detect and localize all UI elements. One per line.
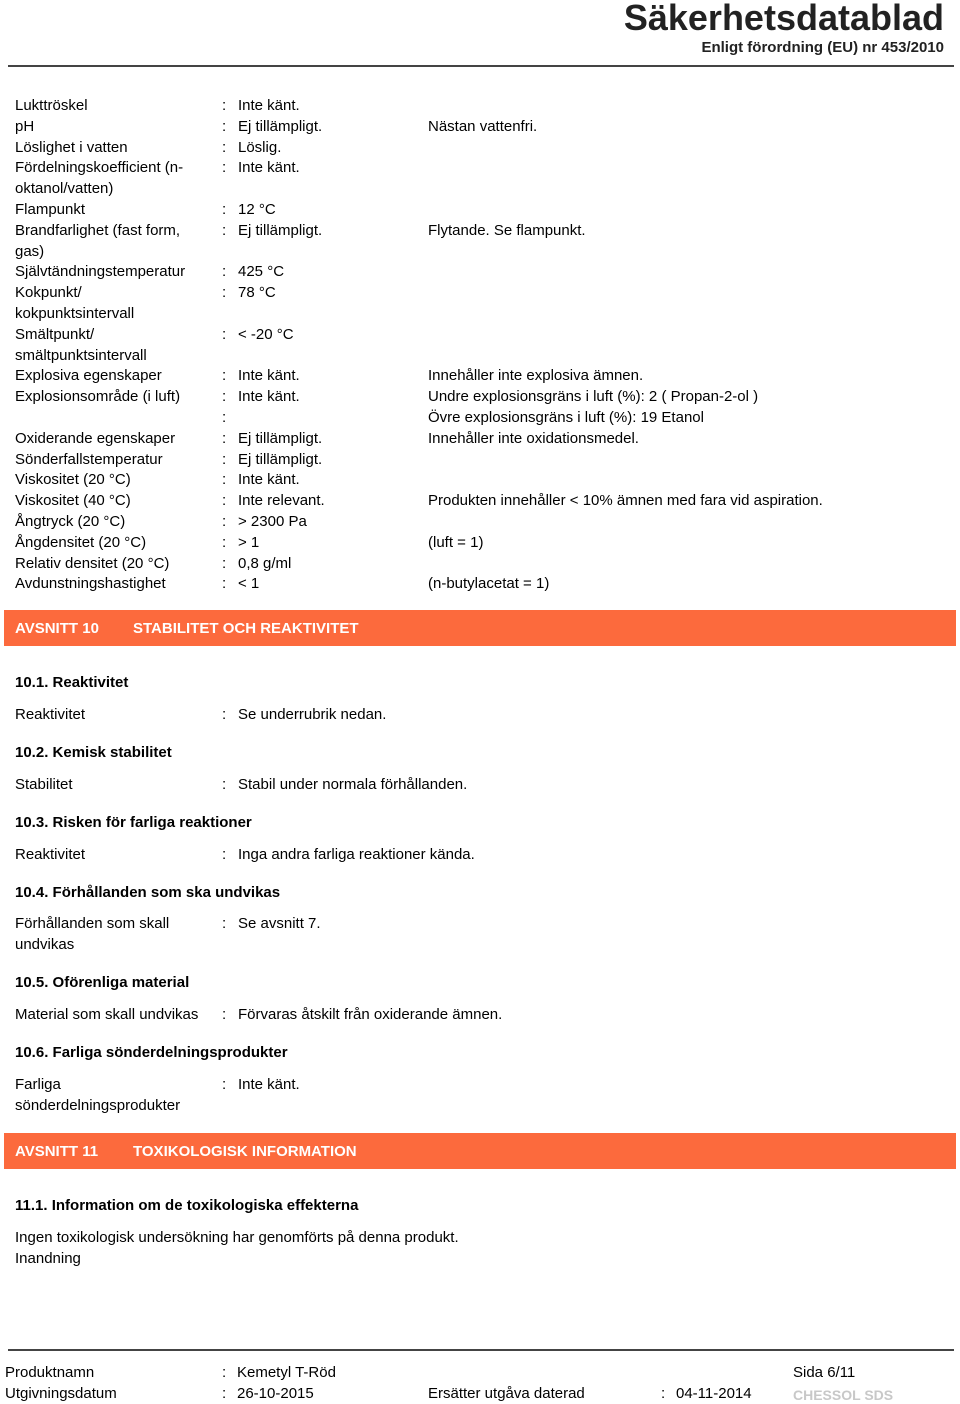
property-row bbox=[15, 200, 945, 221]
property-note bbox=[428, 242, 945, 263]
property-note bbox=[428, 346, 945, 367]
property-value: Förvaras åtskilt från oxiderande ämnen. bbox=[238, 1006, 503, 1023]
property-label-line: Farliga bbox=[15, 1076, 61, 1093]
property-value: Löslig. bbox=[238, 138, 282, 156]
property-row bbox=[15, 242, 945, 263]
property-note: Undre explosionsgräns i luft (%): 2 ( Propan-2-ol ) bbox=[428, 388, 759, 406]
property-note: Flytande. Se flampunkt. bbox=[428, 221, 586, 239]
property-row bbox=[15, 366, 945, 387]
property-colon bbox=[222, 346, 238, 367]
property-note bbox=[428, 138, 945, 159]
property-value bbox=[238, 304, 428, 325]
subsection-heading: 10.6. Farliga sönderdelningsprodukter bbox=[15, 1044, 288, 1061]
property-colon: : bbox=[222, 533, 227, 551]
property-row bbox=[15, 346, 945, 367]
section-10-title: STABILITET OCH REAKTIVITET bbox=[133, 619, 359, 637]
property-row bbox=[15, 138, 945, 159]
property-note bbox=[428, 512, 945, 533]
property-colon: : bbox=[222, 706, 227, 723]
property-colon: : bbox=[222, 554, 227, 572]
property-colon: : bbox=[222, 846, 227, 863]
footer-page-number: Sida 6/11 bbox=[793, 1364, 856, 1381]
property-value: Inte känt. bbox=[238, 388, 300, 406]
property-value: Inte känt. bbox=[238, 367, 300, 385]
property-colon bbox=[222, 242, 238, 263]
property-row bbox=[15, 554, 945, 575]
property-note: Produkten innehåller < 10% ämnen med fara vid aspiration. bbox=[428, 492, 823, 510]
property-label: gas) bbox=[15, 242, 45, 260]
property-value: 78 °C bbox=[238, 284, 276, 302]
property-label: Viskositet (40 °C) bbox=[15, 492, 131, 510]
property-label: Smältpunkt/ bbox=[15, 325, 95, 343]
property-label: Relativ densitet (20 °C) bbox=[15, 554, 170, 572]
property-row bbox=[15, 705, 838, 726]
subsection-heading: 10.1. Reaktivitet bbox=[15, 674, 129, 691]
property-colon: : bbox=[222, 388, 227, 406]
property-value bbox=[238, 408, 428, 429]
footer-replaces-value: 04-11-2014 bbox=[676, 1385, 752, 1402]
property-note bbox=[428, 179, 945, 200]
property-label: Explosiva egenskaper bbox=[15, 367, 162, 385]
property-row bbox=[15, 387, 945, 408]
header-divider bbox=[8, 65, 954, 67]
property-colon: : bbox=[222, 1006, 227, 1023]
property-row bbox=[15, 574, 945, 595]
property-label: Fördelningskoefficient (n- bbox=[15, 159, 184, 177]
footer-product-label: Produktnamn bbox=[5, 1364, 95, 1381]
property-note bbox=[428, 554, 945, 575]
property-colon: : bbox=[222, 575, 227, 593]
property-colon bbox=[222, 179, 238, 200]
property-value: Inte relevant. bbox=[238, 492, 325, 510]
property-value: < -20 °C bbox=[238, 325, 294, 343]
property-colon: : bbox=[222, 117, 227, 135]
property-note: (n-butylacetat = 1) bbox=[428, 575, 550, 593]
section-10-bar bbox=[4, 610, 956, 646]
property-label: pH bbox=[15, 117, 35, 135]
property-row bbox=[15, 1005, 838, 1026]
document-title: Säkerhetsdatablad bbox=[623, 0, 944, 38]
property-row bbox=[15, 775, 838, 796]
property-label: kokpunktsintervall bbox=[15, 304, 135, 322]
property-label: Brandfarlighet (fast form, bbox=[15, 221, 181, 239]
property-value: Inte känt. bbox=[238, 159, 300, 177]
property-value: 0,8 g/ml bbox=[238, 554, 292, 572]
property-value: > 1 bbox=[238, 533, 260, 551]
property-label: Reaktivitet bbox=[15, 846, 86, 863]
property-note bbox=[428, 96, 945, 117]
property-row bbox=[15, 221, 945, 242]
footer-colon: : bbox=[222, 1364, 227, 1381]
property-note bbox=[428, 450, 945, 471]
property-value: Ej tillämpligt. bbox=[238, 117, 323, 135]
section-11-number: AVSNITT 11 bbox=[15, 1142, 99, 1160]
property-colon: : bbox=[222, 1076, 227, 1093]
footer-colon: : bbox=[661, 1385, 666, 1402]
property-label: Avdunstningshastighet bbox=[15, 575, 166, 593]
property-label: Stabilitet bbox=[15, 776, 73, 793]
property-value: > 2300 Pa bbox=[238, 512, 307, 530]
property-note bbox=[428, 200, 945, 221]
property-colon: : bbox=[222, 367, 227, 385]
property-value: Ej tillämpligt. bbox=[238, 450, 323, 468]
footer-date-label: Utgivningsdatum bbox=[5, 1385, 117, 1402]
subsection-heading: 10.4. Förhållanden som ska undvikas bbox=[15, 884, 281, 901]
property-value bbox=[238, 179, 428, 200]
property-colon: : bbox=[222, 492, 227, 510]
property-colon: : bbox=[222, 138, 227, 156]
section-10-number: AVSNITT 10 bbox=[15, 619, 99, 637]
property-row bbox=[15, 470, 945, 491]
property-row bbox=[15, 408, 945, 429]
property-row bbox=[15, 491, 945, 512]
property-colon: : bbox=[222, 450, 227, 468]
property-colon: : bbox=[222, 221, 227, 239]
section-11-bar bbox=[4, 1133, 956, 1169]
property-colon: : bbox=[222, 97, 227, 114]
property-row bbox=[15, 1075, 838, 1117]
property-row bbox=[15, 429, 945, 450]
property-value bbox=[238, 346, 428, 367]
footer-product-value: Kemetyl T-Röd bbox=[237, 1364, 336, 1381]
property-value: Se avsnitt 7. bbox=[238, 915, 321, 932]
footer-colon: : bbox=[222, 1385, 227, 1402]
subsection-heading: 10.5. Oförenliga material bbox=[15, 974, 190, 991]
property-note: Innehåller inte explosiva ämnen. bbox=[428, 367, 644, 385]
property-colon: : bbox=[222, 325, 227, 343]
property-value: Ej tillämpligt. bbox=[238, 429, 323, 447]
property-value: Stabil under normala förhållanden. bbox=[238, 776, 468, 793]
property-value: Inte känt. bbox=[238, 1076, 300, 1093]
properties-table bbox=[15, 96, 945, 595]
property-colon bbox=[222, 304, 238, 325]
subsection-heading: 11.1. Information om de toxikologiska effekterna bbox=[15, 1197, 359, 1214]
section-11-title: TOXIKOLOGISK INFORMATION bbox=[133, 1142, 357, 1160]
property-label: Viskositet (20 °C) bbox=[15, 471, 131, 489]
property-label: Sönderfallstemperatur bbox=[15, 450, 163, 468]
property-label: Flampunkt bbox=[15, 200, 86, 218]
property-value: Inte känt. bbox=[238, 471, 300, 489]
subsection-heading: 10.3. Risken för farliga reaktioner bbox=[15, 814, 252, 831]
property-row bbox=[15, 845, 838, 866]
property-note: (luft = 1) bbox=[428, 533, 484, 551]
document-subtitle: Enligt förordning (EU) nr 453/2010 bbox=[701, 39, 944, 56]
footer-divider bbox=[8, 1349, 954, 1351]
property-row bbox=[15, 325, 945, 346]
property-note bbox=[428, 262, 945, 283]
paragraph-text: Inandning bbox=[15, 1250, 81, 1267]
property-row bbox=[15, 304, 945, 325]
property-row bbox=[15, 117, 945, 138]
subsection-heading: 10.2. Kemisk stabilitet bbox=[15, 744, 172, 761]
property-colon: : bbox=[222, 263, 227, 281]
property-label: Ångtryck (20 °C) bbox=[15, 512, 126, 530]
property-value: 12 °C bbox=[238, 200, 276, 218]
property-value: Se underrubrik nedan. bbox=[238, 706, 387, 723]
property-label bbox=[15, 914, 222, 956]
property-value: 425 °C bbox=[238, 263, 285, 281]
property-row bbox=[15, 96, 945, 117]
property-label: oktanol/vatten) bbox=[15, 180, 114, 198]
property-note bbox=[428, 158, 945, 179]
property-label-line: Förhållanden som skall bbox=[15, 915, 170, 932]
paragraph-text: Ingen toxikologisk undersökning har genomförts på denna produkt. bbox=[15, 1229, 459, 1246]
property-row bbox=[15, 283, 945, 304]
property-label: Kokpunkt/ bbox=[15, 284, 82, 302]
property-note bbox=[428, 283, 945, 304]
property-colon: : bbox=[222, 776, 227, 793]
property-value bbox=[238, 242, 428, 263]
property-colon: : bbox=[222, 915, 227, 932]
property-note bbox=[428, 470, 945, 491]
property-row bbox=[15, 262, 945, 283]
property-colon: : bbox=[222, 284, 227, 302]
property-note bbox=[428, 325, 945, 346]
property-colon: : bbox=[222, 471, 227, 489]
property-label: Reaktivitet bbox=[15, 706, 86, 723]
property-label: smältpunktsintervall bbox=[15, 346, 147, 364]
property-colon: : bbox=[222, 429, 227, 447]
property-label-line: undvikas bbox=[15, 935, 75, 953]
property-note: Innehåller inte oxidationsmedel. bbox=[428, 429, 639, 447]
property-colon: : bbox=[222, 512, 227, 530]
property-row bbox=[15, 158, 945, 179]
property-colon: : bbox=[222, 200, 227, 218]
property-value: Inga andra farliga reaktioner kända. bbox=[238, 846, 475, 863]
property-label: Material som skall undvikas bbox=[15, 1006, 199, 1023]
property-row bbox=[15, 179, 945, 200]
property-label: Löslighet i vatten bbox=[15, 138, 128, 156]
property-colon: : bbox=[222, 159, 227, 177]
property-row bbox=[15, 512, 945, 533]
footer-brand: CHESSOL SDS bbox=[793, 1387, 894, 1403]
property-value: Ej tillämpligt. bbox=[238, 221, 323, 239]
property-value: < 1 bbox=[238, 575, 260, 593]
property-label: Lukttröskel bbox=[15, 97, 88, 114]
footer-replaces-label: Ersätter utgåva daterad bbox=[428, 1385, 585, 1402]
property-label bbox=[15, 1075, 222, 1117]
property-row bbox=[15, 533, 945, 554]
property-label: Självtändningstemperatur bbox=[15, 263, 186, 281]
property-note bbox=[428, 304, 945, 325]
property-row bbox=[15, 450, 945, 471]
property-colon: : bbox=[222, 408, 227, 426]
property-label: Ångdensitet (20 °C) bbox=[15, 533, 147, 551]
property-note: Nästan vattenfri. bbox=[428, 117, 538, 135]
property-note: Övre explosionsgräns i luft (%): 19 Etanol bbox=[428, 408, 704, 426]
property-label bbox=[15, 408, 222, 429]
property-value: Inte känt. bbox=[238, 97, 300, 114]
property-label: Explosionsområde (i luft) bbox=[15, 388, 181, 406]
property-label-line: sönderdelningsprodukter bbox=[15, 1096, 181, 1114]
footer-date-value: 26-10-2015 bbox=[237, 1385, 314, 1402]
property-row bbox=[15, 914, 838, 956]
property-label: Oxiderande egenskaper bbox=[15, 429, 176, 447]
